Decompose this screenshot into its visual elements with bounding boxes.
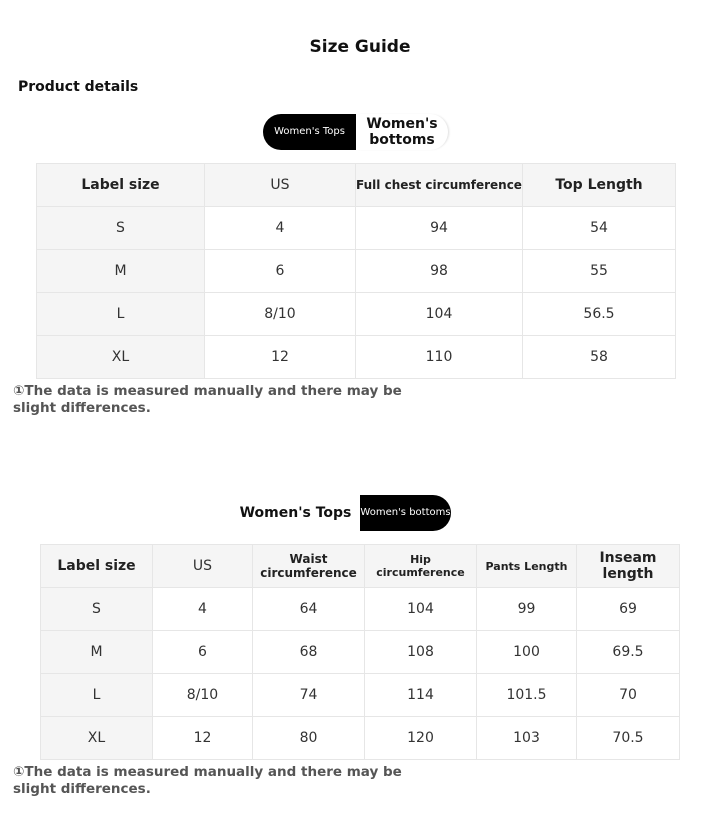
table-row <box>37 250 676 293</box>
column-header: Top Length <box>523 164 676 207</box>
table-cell: 12 <box>205 336 356 379</box>
table-row <box>41 674 680 717</box>
category-toggle-top <box>263 114 448 150</box>
size-label-cell: S <box>37 207 205 250</box>
table-cell: 68 <box>253 631 365 674</box>
table-cell: 80 <box>253 717 365 760</box>
table-cell: 70.5 <box>577 717 680 760</box>
measurement-note: ①The data is measured manually and there may be slight differences. <box>13 383 402 416</box>
table-cell: 100 <box>477 631 577 674</box>
table-cell: 58 <box>523 336 676 379</box>
table-cell: 69 <box>577 588 680 631</box>
table-row <box>41 631 680 674</box>
table-cell: 12 <box>153 717 253 760</box>
table-cell: 110 <box>356 336 523 379</box>
size-label-cell: XL <box>41 717 153 760</box>
table-header-row <box>37 164 676 207</box>
table-header-row <box>41 545 680 588</box>
column-header: US <box>205 164 356 207</box>
tab-womens-tops[interactable]: Women's Tops <box>263 114 356 150</box>
measurement-note: ①The data is measured manually and there may be slight differences. <box>13 764 402 797</box>
column-header: Inseam length <box>577 545 680 588</box>
table-cell: 104 <box>365 588 477 631</box>
table-cell: 8/10 <box>205 293 356 336</box>
size-label-cell: S <box>41 588 153 631</box>
table-cell: 99 <box>477 588 577 631</box>
table-cell: 55 <box>523 250 676 293</box>
table-cell: 56.5 <box>523 293 676 336</box>
column-header: Label size <box>37 164 205 207</box>
table-cell: 101.5 <box>477 674 577 717</box>
table-row <box>37 293 676 336</box>
table-cell: 108 <box>365 631 477 674</box>
table-row <box>37 336 676 379</box>
table-cell: 104 <box>356 293 523 336</box>
size-label-cell: L <box>37 293 205 336</box>
column-header: Hip circumference <box>365 545 477 588</box>
table-cell: 54 <box>523 207 676 250</box>
table-cell: 64 <box>253 588 365 631</box>
tab-womens-bottoms[interactable]: Women's bottoms <box>356 114 448 150</box>
table-row <box>37 207 676 250</box>
size-label-cell: L <box>41 674 153 717</box>
column-header: Label size <box>41 545 153 588</box>
table-row <box>41 717 680 760</box>
table-cell: 98 <box>356 250 523 293</box>
size-label-cell: XL <box>37 336 205 379</box>
table-cell: 114 <box>365 674 477 717</box>
table-cell: 103 <box>477 717 577 760</box>
table-cell: 120 <box>365 717 477 760</box>
table-cell: 4 <box>205 207 356 250</box>
table-cell: 94 <box>356 207 523 250</box>
table-cell: 74 <box>253 674 365 717</box>
page-title: Size Guide <box>309 37 411 57</box>
column-header: Waist circumference <box>253 545 365 588</box>
tab-womens-tops[interactable]: Women's Tops <box>231 495 360 531</box>
table-cell: 6 <box>205 250 356 293</box>
table-cell: 4 <box>153 588 253 631</box>
bottoms-size-table <box>40 544 680 760</box>
table-row <box>41 588 680 631</box>
table-cell: 69.5 <box>577 631 680 674</box>
size-label-cell: M <box>37 250 205 293</box>
column-header: Pants Length <box>477 545 577 588</box>
size-label-cell: M <box>41 631 153 674</box>
table-cell: 70 <box>577 674 680 717</box>
table-cell: 6 <box>153 631 253 674</box>
tab-womens-bottoms[interactable]: Women's bottoms <box>360 495 451 531</box>
category-toggle-bottom <box>231 495 451 531</box>
section-heading: Product details <box>18 79 139 95</box>
table-cell: 8/10 <box>153 674 253 717</box>
column-header: Full chest circumference <box>356 164 523 207</box>
tops-size-table <box>36 163 676 379</box>
column-header: US <box>153 545 253 588</box>
